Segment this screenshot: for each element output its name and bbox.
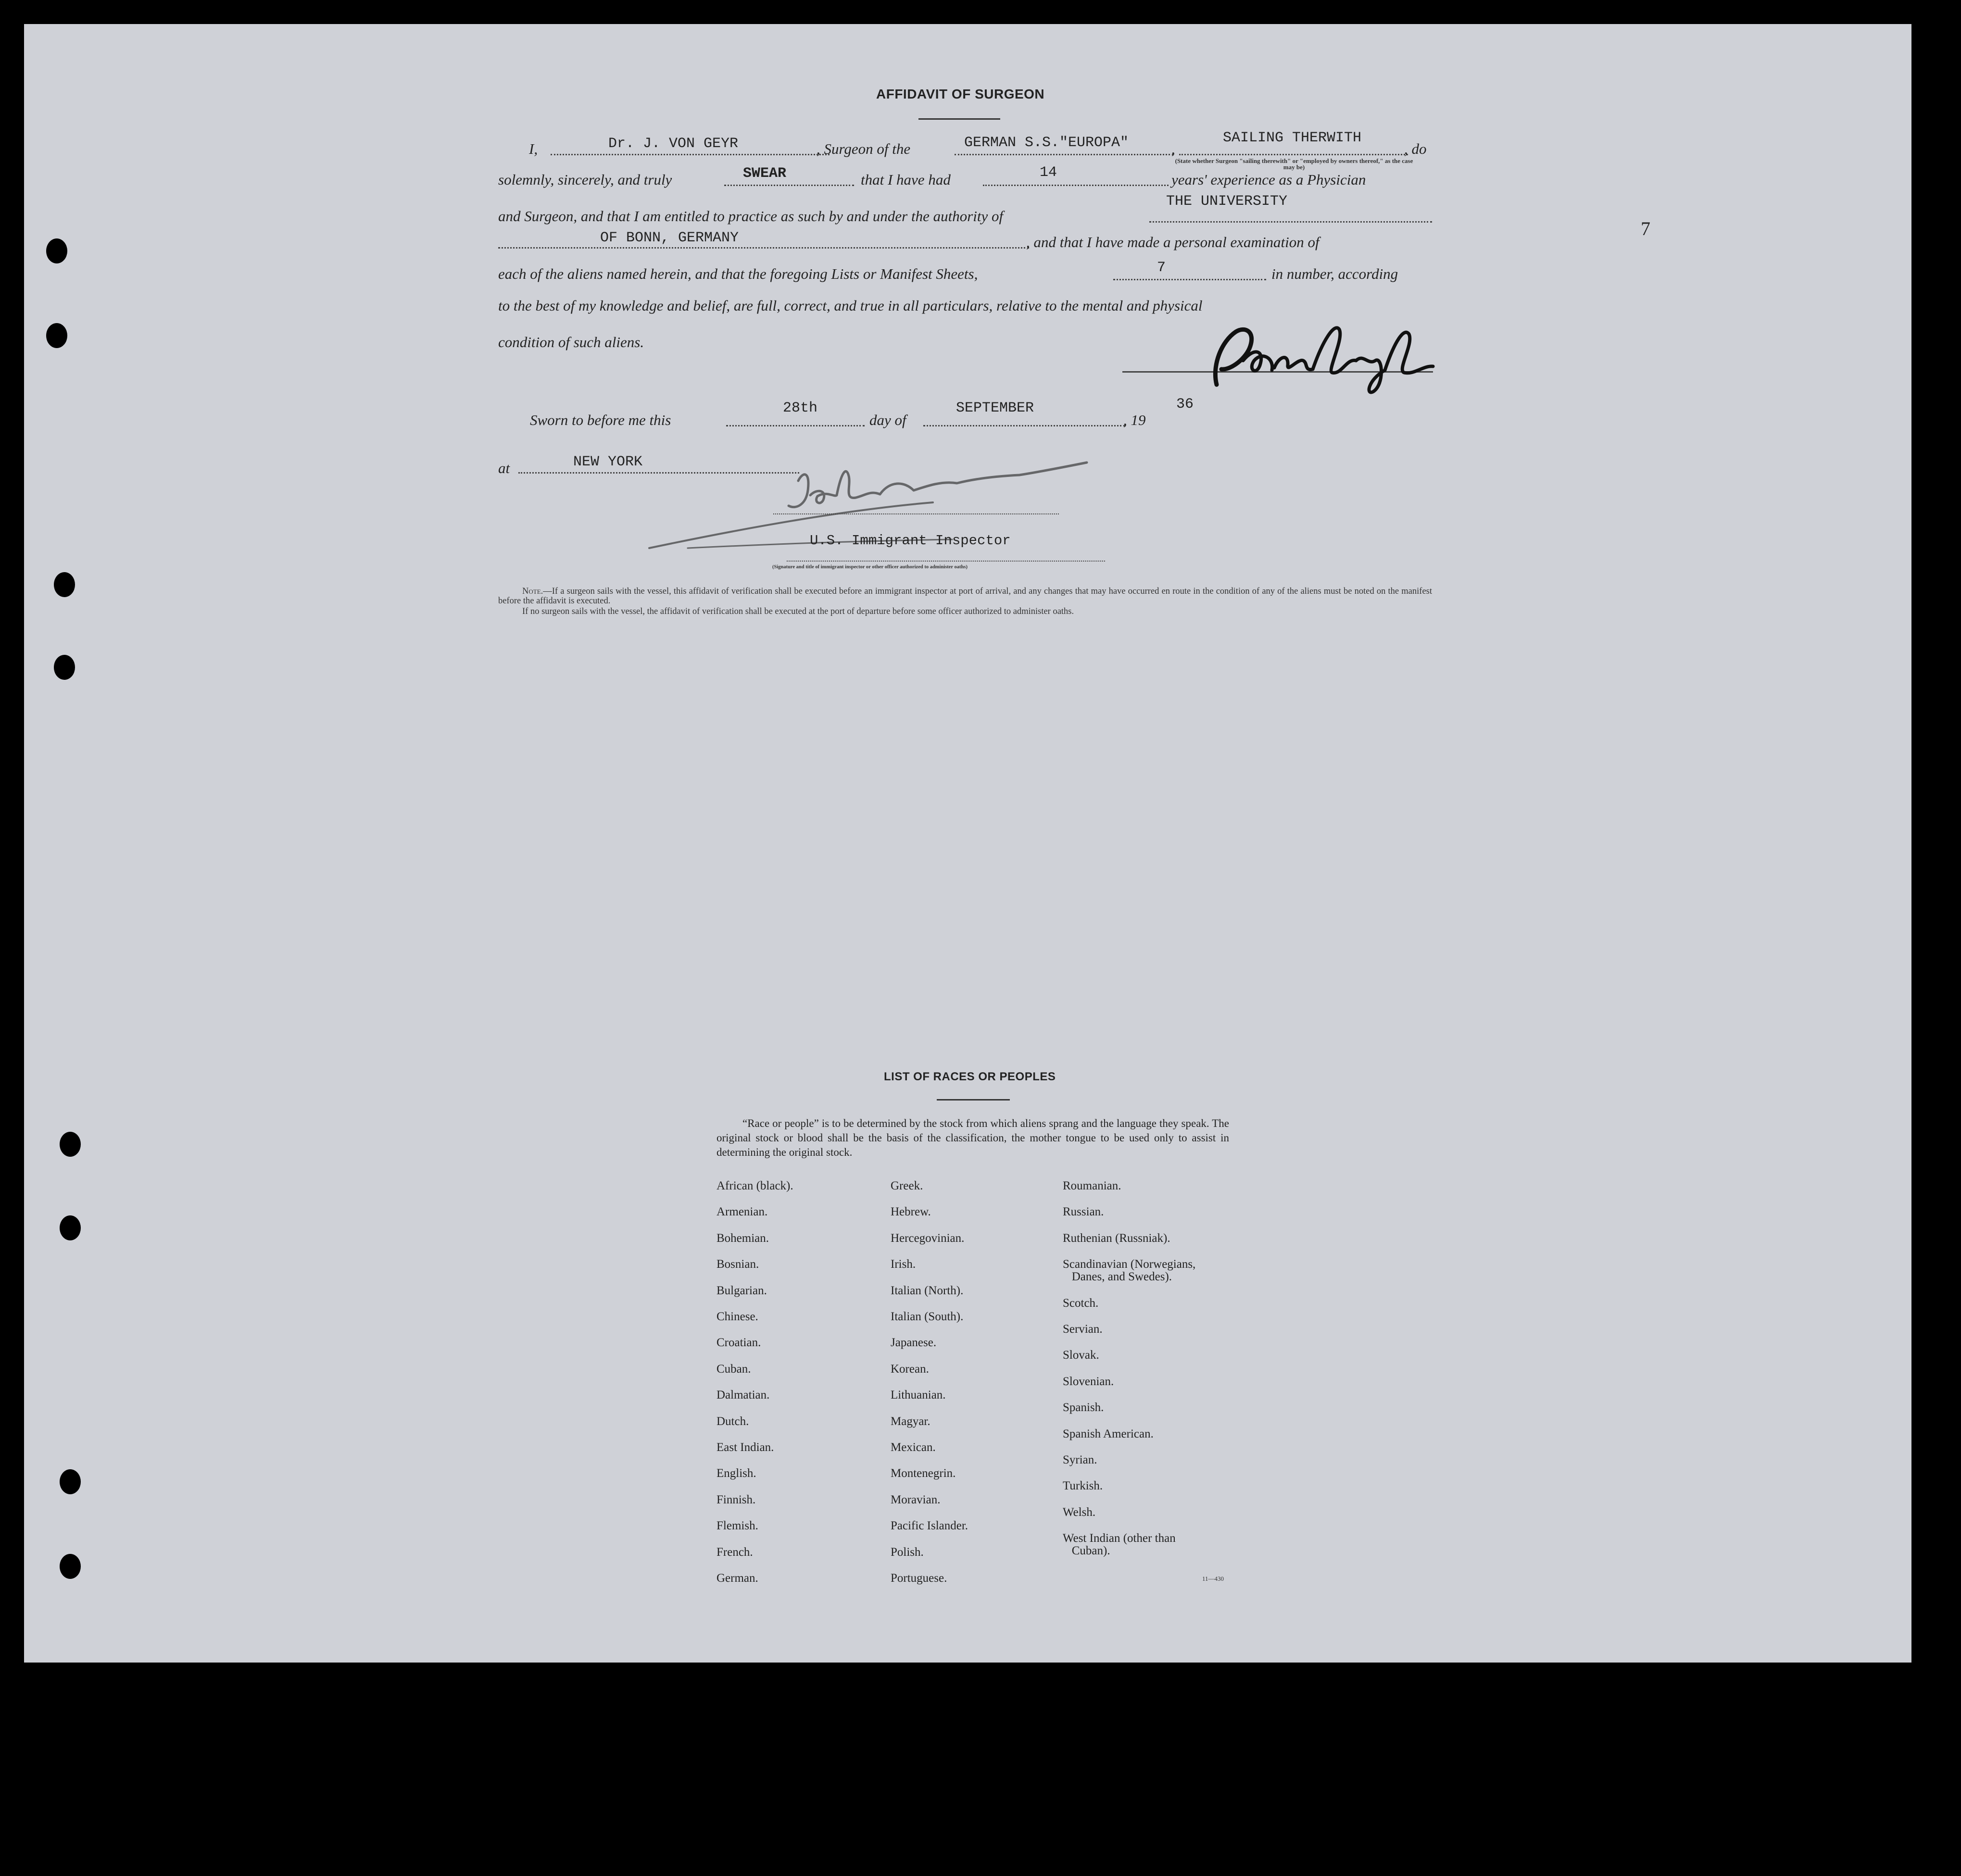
- punch-hole: [54, 655, 75, 680]
- dotted-line: [1179, 154, 1408, 155]
- race-entry: Slovenian.: [1063, 1375, 1114, 1388]
- race-entry: Moravian.: [891, 1493, 941, 1506]
- text-sworn: Sworn to before me this: [530, 412, 671, 428]
- dotted-line: [787, 561, 1105, 562]
- text-entitled: and Surgeon, and that I am entitled to practice as such by and under the authority of: [498, 208, 1004, 225]
- dotted-line: [1113, 279, 1266, 280]
- race-entry: Croatian.: [717, 1336, 761, 1350]
- race-entry: West Indian (other than Cuban).: [1063, 1532, 1176, 1558]
- oath-word: SWEAR: [743, 165, 787, 182]
- note-label: Note.: [522, 587, 543, 596]
- race-entry: Cuban.: [717, 1362, 751, 1376]
- race-entry: Montenegrin.: [891, 1467, 956, 1480]
- race-entry: Spanish American.: [1063, 1427, 1154, 1440]
- punch-hole: [60, 1554, 81, 1579]
- race-entry: Bulgarian.: [717, 1284, 767, 1297]
- race-entry: Korean.: [891, 1362, 929, 1376]
- text-do: , do: [1404, 140, 1427, 157]
- dotted-line: [1149, 221, 1432, 223]
- inspector-title: U.S. Immigrant Inspector: [810, 533, 1011, 549]
- surgeon-name: Dr. J. VON GEYR: [608, 136, 739, 152]
- punch-hole: [60, 1215, 81, 1240]
- text-in-number: in number, according: [1271, 265, 1398, 282]
- race-entry: Portuguese.: [891, 1572, 947, 1585]
- race-entry: East Indian.: [717, 1441, 774, 1454]
- race-entry: Bohemian.: [717, 1231, 769, 1245]
- surgeon-signature: [1202, 313, 1438, 399]
- race-entry: Dalmatian.: [717, 1388, 770, 1402]
- race-entry: Pacific Islander.: [891, 1519, 968, 1533]
- text-condition: condition of such aliens.: [498, 334, 644, 350]
- punch-hole: [60, 1132, 81, 1157]
- dotted-line: [726, 425, 865, 426]
- punch-hole: [60, 1469, 81, 1494]
- race-entry: African (black).: [717, 1179, 793, 1192]
- race-entry: Greek.: [891, 1179, 923, 1192]
- dotted-line: [498, 247, 1029, 249]
- race-entry: Slovak.: [1063, 1349, 1099, 1362]
- sworn-place: NEW YORK: [573, 454, 643, 470]
- race-entry: Magyar.: [891, 1414, 930, 1428]
- race-entry: French.: [717, 1545, 753, 1559]
- race-entry: Bosnian.: [717, 1258, 759, 1271]
- dotted-line: [983, 185, 1169, 186]
- text-manifest-sheets: each of the aliens named herein, and that the foregoing Lists or Manifest Sheets,: [498, 265, 978, 282]
- race-entry: Lithuanian.: [891, 1388, 946, 1402]
- races-intro: “Race or people” is to be determined by the stock from which aliens sprang and the language they speak. The original stock or blood shall be the basis of the classification, the mother tongue to be used only to assist in determining the original stock.: [717, 1117, 1229, 1158]
- text-personal-exam: , and that I have made a personal examination of: [1026, 234, 1320, 250]
- punch-hole: [46, 323, 67, 348]
- race-entry: Turkish.: [1063, 1479, 1103, 1493]
- race-entry: Scandinavian (Norwegians, Danes, and Swedes).: [1063, 1258, 1196, 1284]
- race-entry: Syrian.: [1063, 1453, 1097, 1466]
- dotted-line: [551, 154, 830, 155]
- race-entry: Chinese.: [717, 1310, 758, 1323]
- race-entry: Irish.: [891, 1258, 916, 1271]
- form-code: 11—430: [1202, 1575, 1224, 1582]
- races-title: LIST OF RACES OR PEOPLES: [884, 1070, 1056, 1083]
- race-entry: Finnish.: [717, 1493, 756, 1506]
- race-entry: Mexican.: [891, 1441, 936, 1454]
- title-rule: [918, 118, 1000, 120]
- race-entry: Hebrew.: [891, 1205, 931, 1219]
- note-paragraph-1: [498, 587, 1432, 606]
- race-entry: Ruthenian (Russniak).: [1063, 1231, 1170, 1245]
- sworn-month: SEPTEMBER: [956, 400, 1034, 416]
- race-entry: Polish.: [891, 1545, 924, 1559]
- sworn-day: 28th: [783, 400, 818, 416]
- race-entry: German.: [717, 1572, 758, 1585]
- race-entry: Hercegovinian.: [891, 1231, 965, 1245]
- dotted-line: [955, 154, 1173, 155]
- affidavit-title: AFFIDAVIT OF SURGEON: [876, 87, 1045, 101]
- race-entry: Roumanian.: [1063, 1179, 1121, 1192]
- race-entry: Servian.: [1063, 1323, 1103, 1336]
- text-day-of: day of: [869, 412, 906, 428]
- note-paragraph-2: If no surgeon sails with the vessel, the affidavit of verification shall be executed at the port of departure before some officer authorized to administer oaths.: [522, 607, 1074, 616]
- race-entry: Russian.: [1063, 1205, 1104, 1219]
- page-number: 7: [1641, 218, 1650, 239]
- text-surgeon-of-the: , Surgeon of the: [817, 140, 911, 157]
- race-entry: Italian (South).: [891, 1310, 964, 1323]
- race-entry: Italian (North).: [891, 1284, 964, 1297]
- punch-hole: [46, 238, 67, 263]
- race-entry: Spanish.: [1063, 1401, 1104, 1414]
- inspector-caption: (Signature and title of immigrant inspector or other officer authorized to administer oaths): [772, 564, 968, 570]
- sheet-count: 7: [1157, 260, 1166, 276]
- race-entry: Welsh.: [1063, 1505, 1096, 1519]
- text-at: at: [498, 460, 510, 476]
- races-title-rule: [937, 1099, 1010, 1101]
- text-i-have-had: that I have had: [861, 171, 951, 188]
- authority-line-1: THE UNIVERSITY: [1166, 193, 1288, 210]
- years-experience: 14: [1040, 164, 1057, 181]
- dotted-line: [773, 513, 1059, 514]
- race-entry: Japanese.: [891, 1336, 937, 1350]
- race-entry: Flemish.: [717, 1519, 758, 1533]
- race-entry: Armenian.: [717, 1205, 768, 1219]
- punch-hole: [54, 572, 75, 597]
- authority-line-2: OF BONN, GERMANY: [600, 230, 739, 246]
- text-i: I,: [529, 140, 538, 157]
- text-nineteen: , 19: [1123, 412, 1146, 428]
- dotted-line: [724, 185, 854, 186]
- race-entry: Scotch.: [1063, 1296, 1099, 1310]
- text-solemnly: solemnly, sincerely, and truly: [498, 171, 672, 188]
- vessel-name: GERMAN S.S."EUROPA": [964, 135, 1129, 151]
- race-entry: English.: [717, 1467, 756, 1480]
- status-caption: (State whether Surgeon "sailing therewith" or "employed by owners thereof," as the case may be): [1175, 157, 1413, 171]
- text-best-knowledge: to the best of my knowledge and belief, are full, correct, and true in all particulars, relative to the mental and physical: [498, 297, 1203, 314]
- dotted-line: [923, 425, 1125, 426]
- race-entry: Dutch.: [717, 1414, 749, 1428]
- surgeon-status: SAILING THERWITH: [1223, 130, 1362, 146]
- sworn-year: 36: [1176, 396, 1194, 413]
- note-text-1: —If a surgeon sails with the vessel, this affidavit of verification shall be executed before an immigrant inspector at port of arrival, and any changes that may have occurred en route in the condition of any of the aliens must be noted on the manifest before the affidavit is executed.: [498, 587, 1432, 606]
- text-years-experience: years' experience as a Physician: [1171, 171, 1366, 188]
